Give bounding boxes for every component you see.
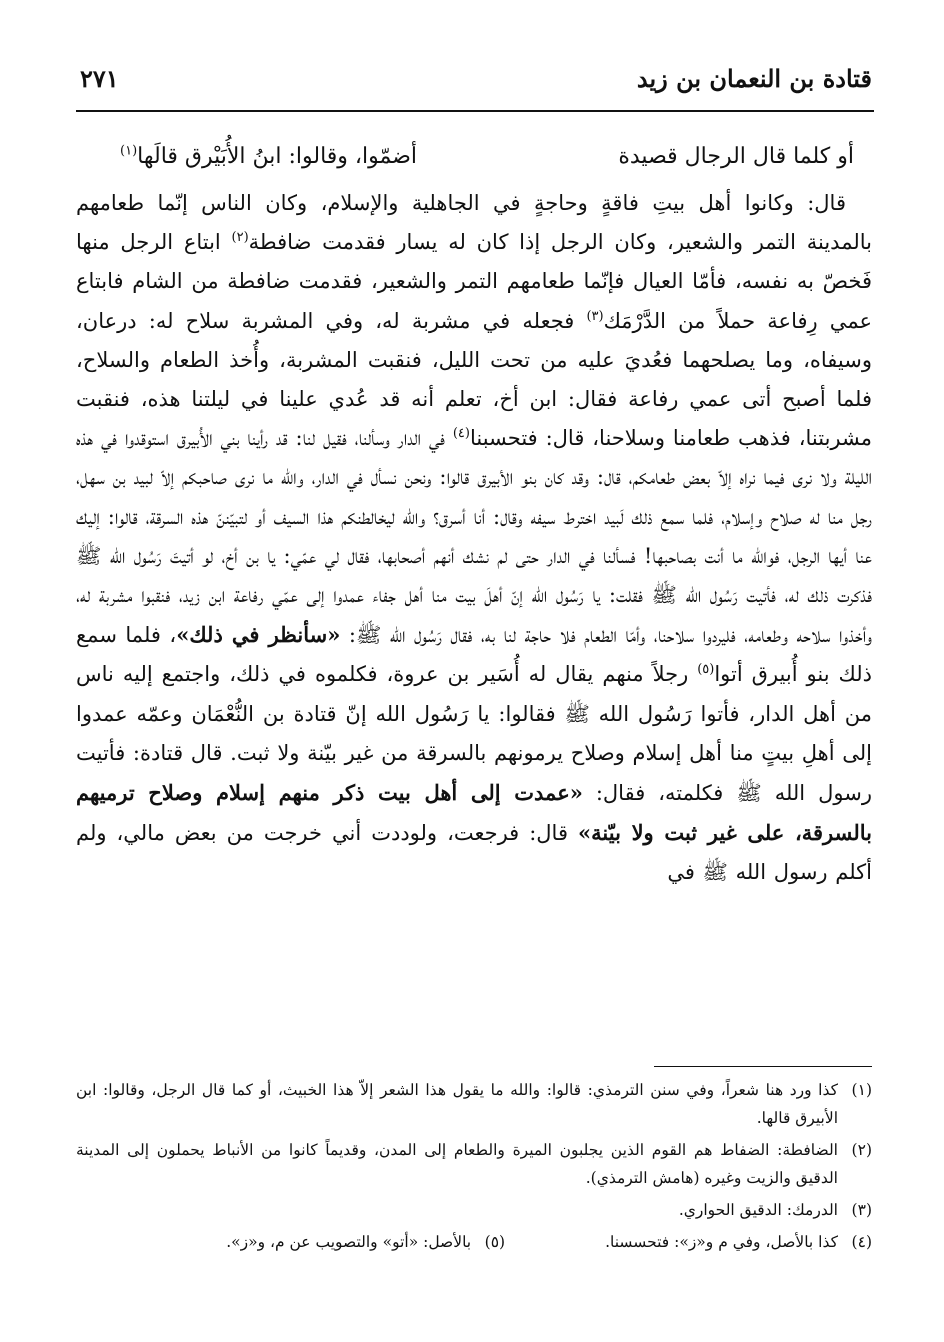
footnote-number: (٢) bbox=[851, 1141, 872, 1159]
footnote-5 bbox=[226, 1228, 505, 1256]
footnote-marker-4: (٤) bbox=[452, 426, 470, 442]
footnote-rule bbox=[654, 1066, 872, 1067]
footnote-text: الضافطة: الضفاط هم القوم الذين يجلبون الميرة والطعام إلى المدن، وقديماً كانوا من الأنباط يحملون إلى المدينة الدقيق والزيت وغيره (هامش الترمذي). bbox=[76, 1141, 838, 1187]
narration-paragraph bbox=[76, 184, 872, 893]
footnote-2 bbox=[76, 1136, 872, 1192]
poetry-verse bbox=[120, 138, 854, 176]
footnote-number: (٥) bbox=[484, 1233, 506, 1251]
text-segment-7: قال: فرجعت، ولوددت أني خرجت من بعض مالي، ولم أكلم رسول الله ﷺ في bbox=[76, 821, 872, 885]
footnote-row bbox=[76, 1228, 872, 1260]
footnote-text: بالأصل: «أتو» والتصويب عن م، و«ز». bbox=[226, 1233, 472, 1251]
footnote-marker-2: (٢) bbox=[231, 230, 249, 246]
text-segment-3: فجعله في مشربة له، وفي المشربة سلاح له: درعان، وسيفاه، وما يصلحهما فعُديَ عليه من تحت الليل، فنقبت المشربة، وأُخذ الطعام والسلاح، فلما أصبح أتى عمي رفاعة فقال: ابن أخ، تعلم أنه قد عُدي علينا في ليلتنا هذه، فنقبت مشربتنا، فذهب طعامنا وسلاحنا، قال: فتحسبنا bbox=[76, 308, 872, 451]
prophet-quote-1: «سأنظر في ذلك» bbox=[176, 622, 341, 648]
verse-second-hemistich-text: أضمّوا، وقالوا: ابنُ الأُبَيْرق قالَها bbox=[137, 144, 418, 169]
text-segment-1: قال: وكانوا أهل بيتِ فاقةٍ وحاجةٍ في الجاهلية والإسلام، وكان الناس إنّما طعامهم بالمدينة التمر والشعير، وكان الرجل إذا كان له يسار فقدمت ضافطة bbox=[76, 191, 872, 255]
text-segment-6: رجلاً منهم يقال له أُسَير بن عروة، فكلموه في ذلك، واجتمع إليه ناس من أهل الدار، فأتوا رَسُول الله ﷺ فقالوا: يا رَسُول الله إنّ قتادة بن النُّعْمَان وعمّه عمدوا إلى أهلِ بيتٍ منا أهل إسلام وصلاح يرمونهم بالسرقة من غير بيّنة ولا ثبت. قال قتادة: فأتيت رسول الله ﷺ فكلمته، فقال: bbox=[76, 662, 872, 806]
page-number: ٢٧١ bbox=[80, 63, 119, 93]
text-segment-4: في الدار وسألنا، فقيل لنا: قد رأينا بني الأُبيرق استوقدوا في هذه الليلة ولا نرى فيما نراه إلاّ بعض طعامكم، قال: وقد كان بنو الأبيرق قالوا: ونحن نسأل في الدار، والله ما نرى صاحبكم إلاّ لبيد بن سهل، رجل منا له صلاح وإسلام، فلما سمع ذلك لَبيد اخترط سيفه وقال: أنا أسرق؟ والله ليخالطنكم هذا السيف أو لتبيّننّ هذه السرقة، قالوا: إليك عنا أيها الرجل، فوالله ما أنت بصاحبها! فسألنا في الدار حتى لم نشك أنهم أصحابها، فقال لي عمّي: يا بن أخ، لو أتيتَ رَسُول الله ﷺ فذكرت ذلك له، فأتيت رَسُول الله ﷺ فقلت: يا رَسُول الله إنّ أهلَ بيت منا أهل جفاء عمدوا إلى عمّي رفاعة ابن زيد، فنقبوا مشربة له، وأخذوا سلاحه وطعامه، فليردوا سلاحنا، وأمّا الطعام فلا حاجة لنا به، فقال رَسُول الله ﷺ: bbox=[76, 426, 872, 648]
footnote-text: كذا ورد هنا شعراً، وفي سنن الترمذي: قالوا: والله ما يقول هذا الشعر إلاّ هذا الخبيث، أو كما قال الرجل، وقالوا: ابن الأبيرق قالها. bbox=[76, 1081, 838, 1127]
footnote-3 bbox=[76, 1196, 872, 1224]
verse-first-hemistich: أو كلما قال الرجال قصيدة bbox=[618, 144, 854, 169]
header-rule bbox=[76, 110, 874, 112]
footnote-1 bbox=[76, 1076, 872, 1132]
footnote-number: (١) bbox=[851, 1081, 872, 1099]
footnote-number: (٤) bbox=[851, 1233, 872, 1251]
footnote-4 bbox=[605, 1228, 872, 1256]
footnote-marker-3: (٣) bbox=[586, 308, 604, 324]
verse-second-hemistich bbox=[120, 138, 417, 176]
footnote-number: (٣) bbox=[851, 1201, 872, 1219]
footnote-marker-1: (١) bbox=[120, 143, 138, 159]
main-text bbox=[76, 184, 872, 893]
running-title: قتادة بن النعمان بن زيد bbox=[636, 63, 872, 93]
text-segment-5: ، فلما سمع ذلك بنو أُبيرق أتوا bbox=[76, 623, 872, 687]
footnote-text: كذا بالأصل، وفي م و«ز»: فتحسسنا. bbox=[605, 1233, 838, 1251]
footnote-marker-5: (٥) bbox=[697, 662, 715, 678]
prophet-quote-2: «عمدت إلى أهل بيت ذكر منهم إسلام وصلاح ترميهم بالسرقة، على غير ثبت ولا بيّنة» bbox=[76, 780, 873, 846]
text-segment-2: ابتاع الرجل منها فَخصّ به نفسه، فأمّا العيال فإنّما طعامهم التمر والشعير، فقدمت ضافطة من الشام فابتاع عمي رِفاعة حملاً من الدَّرْمَك bbox=[76, 230, 872, 333]
running-head bbox=[80, 58, 872, 98]
footnotes bbox=[76, 1076, 872, 1260]
footnote-text: الدرمك: الدقيق الحواري. bbox=[678, 1201, 838, 1219]
